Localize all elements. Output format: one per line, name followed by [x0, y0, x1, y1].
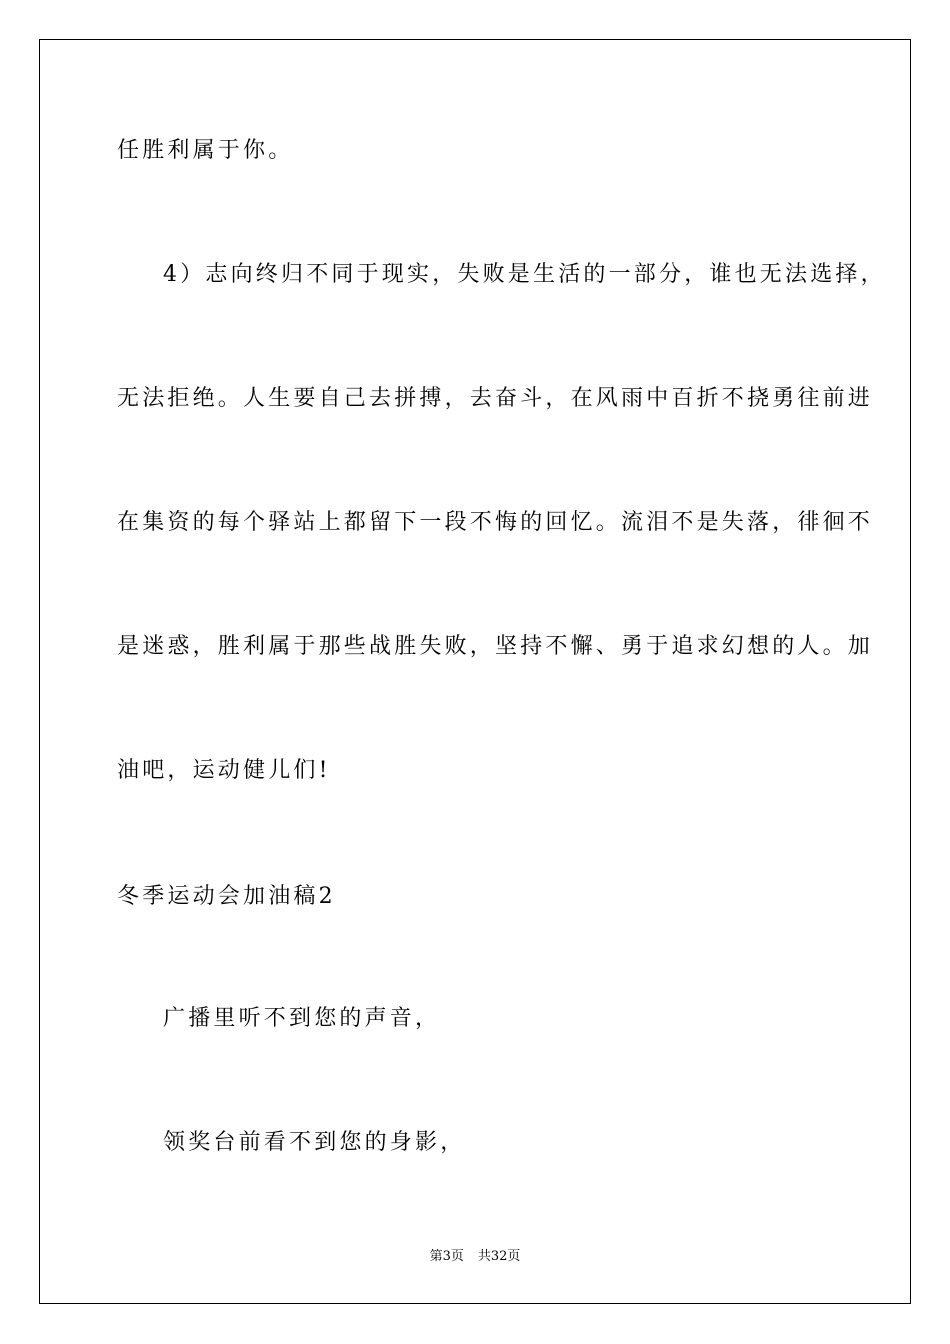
page-number: 第3页: [429, 1249, 464, 1264]
paragraph-line: 油吧，运动健儿们!: [117, 758, 331, 783]
paragraph-line: 领奖台前看不到您的身影，: [163, 1130, 466, 1155]
page-border: [39, 39, 911, 1304]
section-heading: 冬季运动会加油稿2: [117, 884, 336, 909]
paragraph-line: 无法拒绝。人生要自己去拼搏，去奋斗，在风雨中百折不挠勇往前进: [117, 386, 874, 411]
paragraph-line: 是迷惑，胜利属于那些战胜失败，坚持不懈、勇于追求幻想的人。加: [117, 634, 874, 659]
page-total: 共32页: [477, 1249, 521, 1264]
paragraph-line: 广播里听不到您的声音，: [163, 1006, 441, 1031]
paragraph-line: 4）志向终归不同于现实，失败是生活的一部分，谁也无法选择，: [163, 262, 886, 287]
paragraph-line: 任胜利属于你。: [117, 138, 294, 163]
paragraph-line: 在集资的每个驿站上都留下一段不悔的回忆。流泪不是失落，徘徊不: [117, 510, 874, 535]
page-footer: [0, 1248, 950, 1266]
